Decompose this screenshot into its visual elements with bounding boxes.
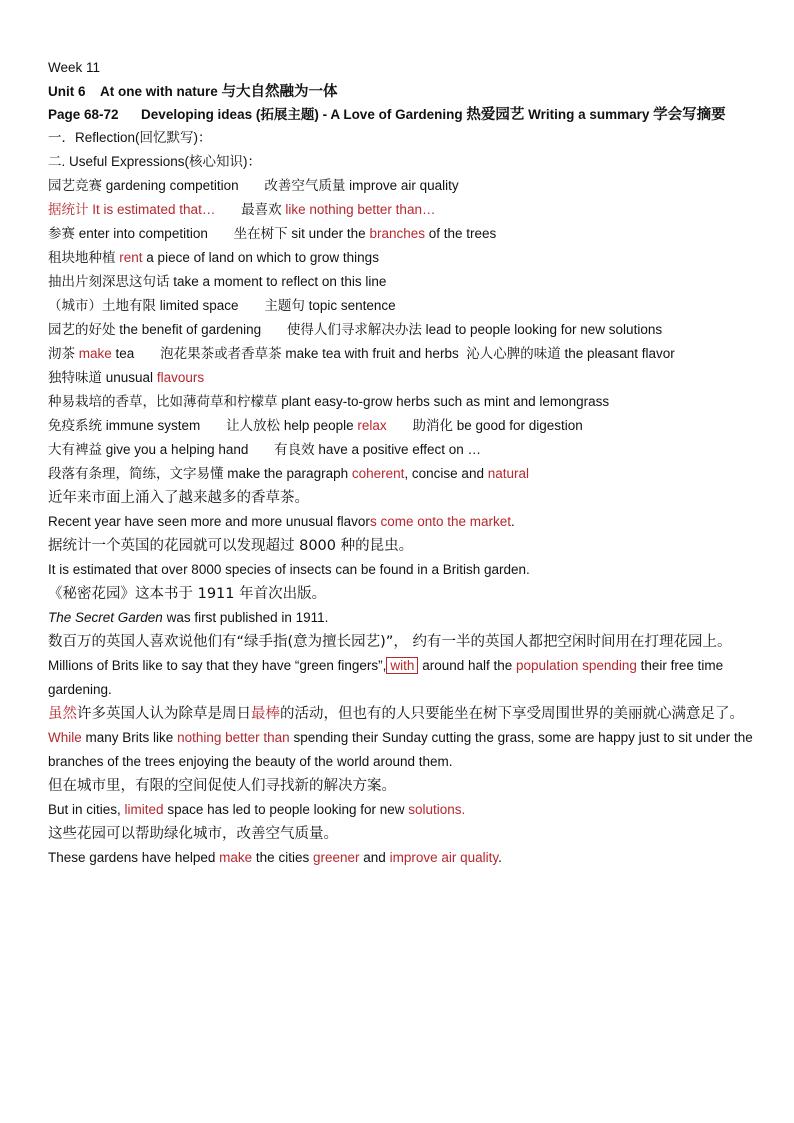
english-text: give you a helping hand [105,442,249,457]
chinese-text: 让人放松 [226,418,281,434]
english-text: Writing a summary [528,107,650,122]
chinese-text: 改善空气质量 [264,178,346,194]
english-text: improve air quality [389,850,499,865]
english-text: natural [487,466,530,481]
chinese-text: 独特味道 [48,370,102,386]
english-text: While [48,730,82,745]
english-text: immune system [105,418,201,433]
english-text: be good for digestion [456,418,583,433]
english-text: sit under the [291,226,366,241]
worksheet [48,56,754,870]
english-text: lead to people looking for new solutions [425,322,663,337]
expression-row [48,294,754,318]
sentence-en [48,654,754,702]
english-text: Unit 6 At one with nature [48,84,218,99]
chinese-text: 参赛 [48,226,75,242]
english-text: enter into competition [78,226,208,241]
sentence-en: It is estimated that over 8000 species of insects can be found in a British garden. [48,562,530,577]
highlight-box: with [386,657,418,674]
chinese-text: 据统计 [48,202,89,218]
english-text: The Secret Garden [48,610,163,625]
english-text: Recent year have seen more and more unusual flavor [48,514,370,529]
english-text: the cities [255,850,310,865]
expression-row [48,342,754,366]
english-text: the benefit of gardening [119,322,262,337]
sentence-cn: 据统计一个英国的花园就可以发现超过 8000 种的昆虫。 [48,538,414,554]
english-text: relax [357,418,387,433]
english-text: s come onto the market [369,514,512,529]
english-text: These gardens have helped [48,850,216,865]
section-expressions: 二. Useful Expressions(核心知识)： [48,154,262,169]
english-text: , concise and [404,466,484,481]
english-text: 虽然 [48,706,77,722]
english-text: their free time gardening. [48,658,724,697]
chinese-text: 与大自然融为一体 [221,84,338,100]
chinese-text: 种易栽培的香草，比如薄荷草和柠檬草 [48,394,278,410]
chinese-text: 大有裨益 [48,442,102,458]
chinese-text: 最喜欢 [241,202,282,218]
english-text: plant easy-to-grow herbs such as mint and lemongrass [281,394,610,409]
sentence-en [48,798,754,822]
sentence-cn: 但在城市里，有限的空间促使人们寻找新的解决方案。 [48,778,396,794]
chinese-text: 学会写摘要 [653,107,726,123]
english-text: rent [119,250,143,265]
page-title [48,104,754,126]
english-text: spending their Sunday cutting the grass, some are happy just to sit under the branches of the trees enjoying the beauty of the world around them. [48,730,753,769]
chinese-text: 有良效 [274,442,315,458]
expression-row [48,198,754,222]
english-text: 许多英国人认为除草是周日 [77,706,251,722]
english-text: a piece of land on which to grow things [146,250,379,265]
chinese-text: 租块地种植 [48,250,116,266]
sentence-cn: 《秘密花园》这本书于 1911 年首次出版。 [48,586,327,602]
expression-row [48,246,754,270]
expression-row [48,438,754,462]
english-text: population spending [516,658,637,673]
english-text: improve air quality [349,178,459,193]
english-text: But in cities, [48,802,121,817]
week-label: Week 11 [48,60,101,75]
chinese-text: 抽出片刻深思这句话 [48,274,170,290]
expression-row [48,366,754,390]
english-text: the pleasant flavor [564,346,675,361]
english-text: like nothing better than… [285,202,436,217]
english-text: tea [115,346,135,361]
english-text: was first published in 1911. [166,610,329,625]
english-text: Millions of Brits like to say that they have “green fingers”, [48,658,387,673]
english-text: nothing better than [177,730,290,745]
english-text: and [363,850,386,865]
expression-row [48,318,754,342]
chinese-text: 热爱园艺 [466,107,525,123]
expression-row [48,390,754,414]
unit-title [48,80,754,104]
english-text: coherent [351,466,405,481]
expression-row [48,174,754,198]
sentence-cn: 这些花园可以帮助绿化城市，改善空气质量。 [48,826,338,842]
english-text: of the trees [428,226,497,241]
chinese-text: 坐在树下 [233,226,288,242]
expression-row [48,462,754,486]
sentence-en [48,846,754,870]
english-text: make [219,850,253,865]
expression-row [48,222,754,246]
chinese-text: 使得人们寻求解决办法 [286,322,422,338]
english-text: solutions. [408,802,466,817]
english-text: flavours [156,370,205,385]
sentence-cn: 数百万的英国人喜欢说他们有“绿手指(意为擅长园艺)”， 约有一半的英国人都把空闲时间用在打理花园上。 [48,634,732,650]
english-text: help people [283,418,354,433]
english-text: make [78,346,112,361]
chinese-text: 助消化 [412,418,453,434]
expression-row [48,414,754,438]
english-text: Page 68-72 Developing ideas (拓展主题) - A Love of Gardening [48,107,463,122]
english-text: 的活动，但也有的人只要能坐在树下享受周围世界的美丽就心满意足了。 [280,706,744,722]
english-text: make tea with fruit and herbs [285,346,459,361]
english-text: gardening competition [105,178,239,193]
chinese-text: 沏茶 [48,346,75,362]
english-text: around half the [422,658,513,673]
english-text: . [511,514,515,529]
english-text: have a positive effect on … [318,442,482,457]
english-text: limited space [159,298,239,313]
english-text: It is estimated that… [92,202,216,217]
sentence-cn [48,702,754,726]
sentence-en [48,606,754,630]
expression-row [48,270,754,294]
chinese-text: 园艺的好处 [48,322,116,338]
sentence-en [48,726,754,774]
english-text: 最棒 [251,706,280,722]
section-reflection: 一．Reflection(回忆默写)： [48,130,212,145]
chinese-text: 主题句 [264,298,305,314]
english-text: greener [312,850,360,865]
chinese-text: 泡花果茶或者香草茶 [160,346,282,362]
english-text: take a moment to reflect on this line [173,274,387,289]
english-text: topic sentence [308,298,396,313]
english-text: . [498,850,502,865]
english-text: branches [369,226,425,241]
sentence-en [48,510,754,534]
chinese-text: （城市）土地有限 [48,298,156,314]
chinese-text: 段落有条理，简练，文字易懂 [48,466,224,482]
english-text: many Brits like [85,730,174,745]
sentence-cn: 近年来市面上涌入了越来越多的香草茶。 [48,490,309,506]
english-text: make the paragraph [227,466,349,481]
english-text: space has led to people looking for new [167,802,405,817]
english-text: limited [124,802,164,817]
chinese-text: 免疫系统 [48,418,102,434]
chinese-text: 沁人心脾的味道 [466,346,561,362]
chinese-text: 园艺竞赛 [48,178,102,194]
english-text: unusual [105,370,154,385]
